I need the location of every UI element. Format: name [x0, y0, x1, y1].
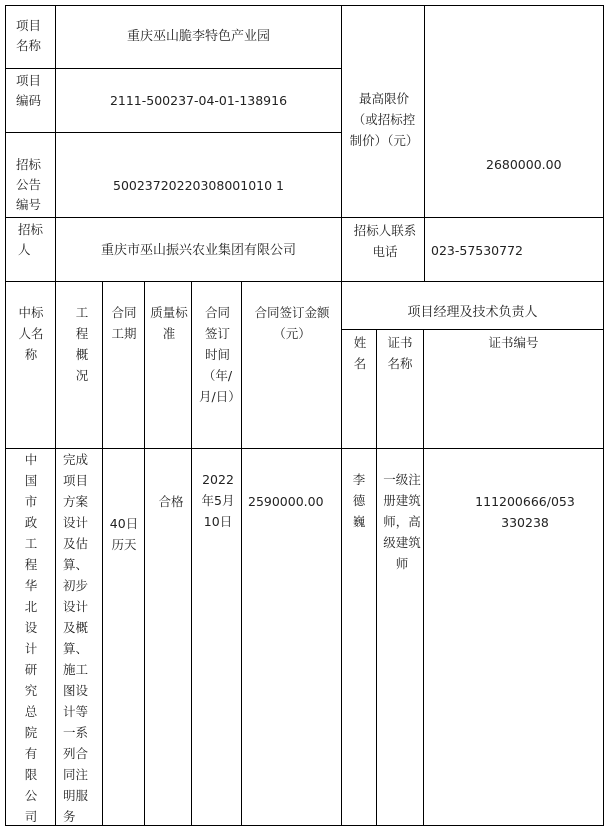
cert-no-header-cell	[423, 329, 604, 449]
period-value: 40日历天	[109, 516, 139, 552]
notice-no-value: 50023720220308001010 1	[113, 178, 284, 193]
overview-value: 完成项目方案设计及估算、初步设计及概算、施工图设计等一系列合同注明服务	[63, 452, 89, 824]
cert-no-value: 111200666/053330238	[475, 494, 575, 530]
person-name-header-cell	[341, 329, 377, 449]
tenderer-phone-label-cell	[341, 217, 425, 282]
quality-value: 合格	[158, 494, 184, 509]
notice-no-label-cell	[5, 132, 56, 218]
amount-value-cell	[241, 448, 342, 826]
overview-header-cell	[55, 281, 103, 449]
manager-group-header-cell	[341, 281, 604, 330]
notice-no-label: 招标公告编号	[16, 157, 42, 212]
tenderer-label-cell	[5, 217, 56, 282]
project-code-label: 项目编码	[16, 73, 42, 108]
amount-header-cell	[241, 281, 342, 449]
max-price-value-cell	[424, 5, 604, 218]
cert-no-value-cell	[423, 448, 604, 826]
project-code-value-cell	[55, 68, 342, 133]
tenderer-phone-label: 招标人联系电话	[353, 223, 417, 259]
sign-time-value: 2022年5月10日	[201, 472, 235, 529]
overview-value-cell	[55, 448, 103, 826]
max-price-value: 2680000.00	[486, 157, 562, 172]
period-value-cell	[102, 448, 145, 826]
cert-name-value: 一级注册建筑师，高级建筑师	[383, 472, 421, 571]
period-header-cell	[102, 281, 145, 449]
person-name-value: 李德巍	[352, 472, 366, 529]
winner-header-cell	[5, 281, 56, 449]
tenderer-value-cell	[55, 217, 342, 282]
cert-name-header: 证书名称	[387, 335, 413, 371]
period-header: 合同工期	[111, 305, 137, 341]
max-price-label-cell	[341, 5, 425, 218]
winner-value-cell	[5, 448, 56, 826]
max-price-label: 最高限价（或招标控制价）（元）	[349, 91, 419, 148]
quality-header-cell	[144, 281, 192, 449]
project-code-label-cell	[5, 68, 56, 133]
person-name-value-cell	[341, 448, 377, 826]
quality-header: 质量标准	[150, 305, 188, 341]
cert-name-header-cell	[376, 329, 424, 449]
cert-no-header: 证书编号	[488, 335, 539, 350]
project-name-label-cell	[5, 5, 56, 69]
notice-no-value-cell	[55, 132, 342, 218]
amount-value: 2590000.00	[248, 494, 324, 509]
project-name-value: 重庆巫山脆李特色产业园	[126, 29, 270, 44]
project-code-value: 2111-500237-04-01-138916	[109, 93, 288, 108]
amount-header: 合同签订金额（元）	[254, 305, 330, 341]
tenderer-label: 招标人	[18, 222, 44, 257]
cert-name-value-cell	[376, 448, 424, 826]
sign-time-value-cell	[191, 448, 242, 826]
sign-time-header: 合同签订时间（年/月/日）	[199, 305, 241, 404]
project-name-value-cell	[55, 5, 342, 69]
quality-value-cell	[144, 448, 192, 826]
tenderer-phone-value-cell	[424, 217, 604, 282]
winner-header: 中标人名称	[18, 305, 44, 362]
sign-time-header-cell	[191, 281, 242, 449]
manager-group-header: 项目经理及技术负责人	[407, 305, 538, 320]
project-name-label: 项目名称	[16, 18, 42, 53]
tenderer-value: 重庆市巫山振兴农业集团有限公司	[100, 243, 296, 258]
overview-header: 工程概况	[75, 305, 89, 383]
winner-value: 中国市政工程华北设计研究总院有限公司	[24, 452, 38, 824]
tenderer-phone-value: 023-57530772	[431, 243, 523, 258]
person-name-header: 姓名	[353, 335, 367, 371]
